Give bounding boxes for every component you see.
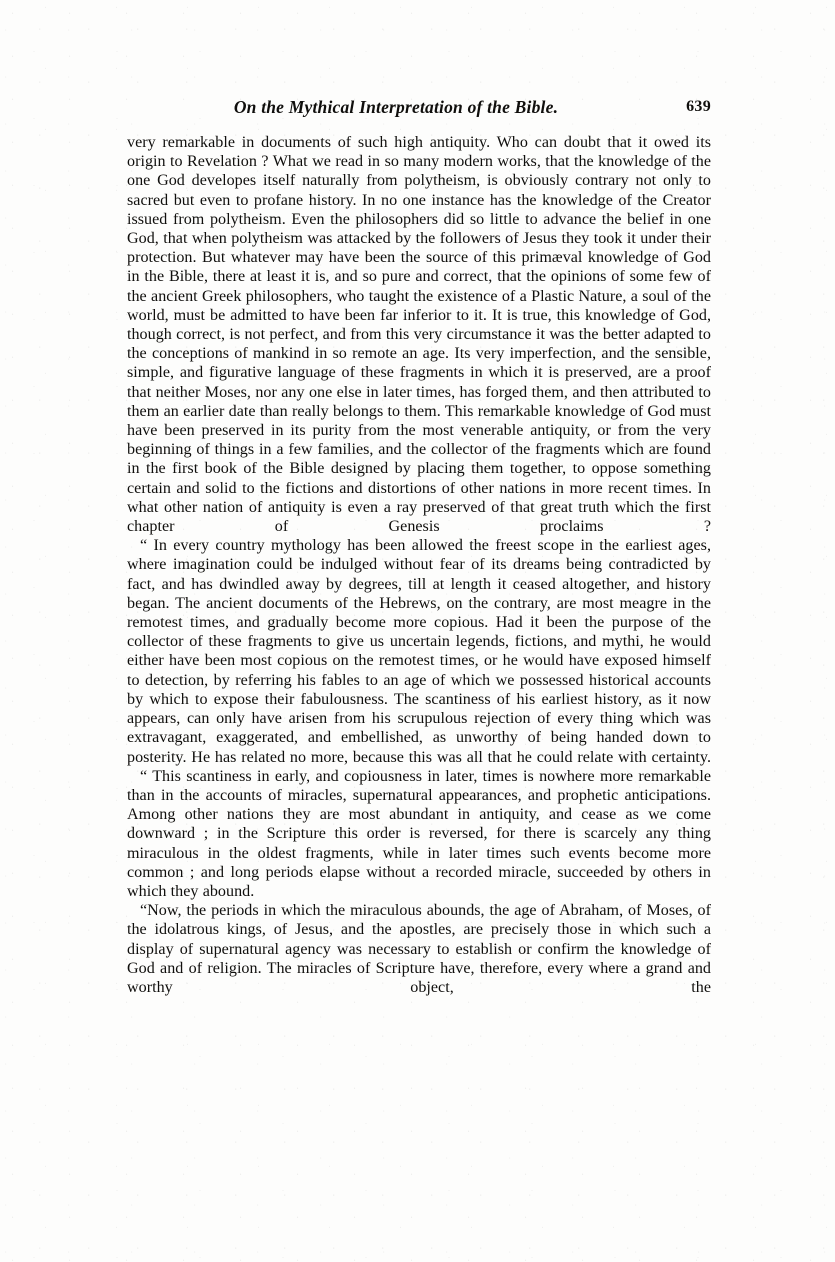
paragraph: “Now, the periods in which the miraculous abounds, the age of Abraham, of Moses, of the idolatrous kings, of Jesus, and the apostles, are precisely those in which such a display of supernatural agency was necessary to establish or confirm the knowledge of God and of religion. The miracles of Scripture have, therefore, every where a grand and worthy object, the — [127, 902, 711, 996]
paragraph: “ This scantiness in early, and copiousness in later, times is nowhere more remarkable than in the accounts of miracles, supernatural appearances, and prophetic anticipations. Among other nations they are most abundant in antiquity, and cease as we come downward ; in the Scripture this order is reversed, for there is scarcely any thing miraculous in the oldest fragments, while in later times such events become more common ; and long periods elapse without a recorded miracle, succeeded by others in which they abound. — [127, 767, 711, 900]
running-head-title: On the Mythical Interpretation of the Bible. — [233, 97, 559, 117]
paragraph: very remarkable in documents of such high antiquity. Who can doubt that it owed its origin to Revelation ? What we read in so many modern works, that the knowledge of the one God developes itself naturally from polytheism, is obviously contrary not only to sacred but even to profane history. In no one instance has the knowledge of the Creator issued from polytheism. Even the philosophers did so little to advance the belief in one God, that when polytheism was attacked by the followers of Jesus they took it under their protection. But whatever may have been the source of this primæval knowledge of God in the Bible, there at least it is, and so pure and correct, that the opinions of some few of the ancient Greek philosophers, who taught the existence of a Plastic Nature, a soul of the world, must be admitted to have been far inferior to it. It is true, this knowledge of God, though correct, is not perfect, and from this very circumstance it was the better adapted to the conceptions of mankind in so remote an age. Its very imperfection, and the sensible, simple, and figurative language of these fragments in which it is preserved, are a proof that neither Moses, nor any one else in later times, has forged them, and then attributed to them an earlier date than really belongs to them. This remarkable knowledge of God must have been preserved in its purity from the most venerable antiquity, or from the very beginning of things in a few families, and the collector of the fragments which are found in the first book of the Bible designed by placing them together, to oppose something certain and solid to the fictions and distortions of other nations in more recent times. In what other nation of antiquity is even a ray preserved of that great truth which the first chapter of Genesis proclaims ? — [127, 134, 711, 536]
running-head — [127, 95, 711, 119]
paragraph: “ In every country mythology has been allowed the freest scope in the earliest ages, where imagination could be indulged without fear of its dreams being contradicted by fact, and has dwindled away by degrees, till at length it ceased altogether, and history began. The ancient documents of the Hebrews, on the contrary, are most meagre in the remotest times, and gradually become more copious. Had it been the purpose of the collector of these fragments to give us uncertain legends, fictions, and mythi, he would either have been most copious on the remotest times, or he would have exposed himself to detection, by referring his fables to an age of which we possessed historical accounts by which to expose their fabulousness. The scantiness of his earliest history, as it now appears, can only have arisen from his scrupulous rejection of every thing which was extravagant, exaggerated, and embellished, as unworthy of being handed down to posterity. He has related no more, because this was all that he could relate with certainty. — [127, 537, 711, 766]
page-number: 639 — [686, 98, 711, 115]
body-text-block — [127, 133, 711, 997]
